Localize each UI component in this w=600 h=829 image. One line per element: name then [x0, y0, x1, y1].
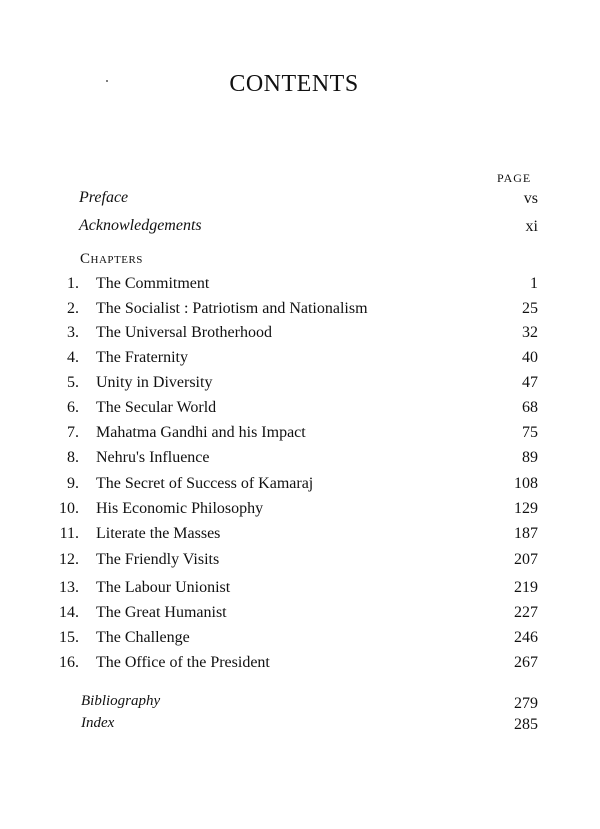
- chapter-page: 219: [514, 579, 538, 596]
- chapter-page: 246: [514, 629, 538, 646]
- chapter-title: Literate the Masses: [96, 525, 221, 542]
- chapter-page: 227: [514, 604, 538, 621]
- chapter-title: The Universal Brotherhood: [96, 324, 272, 341]
- chapter-page: 187: [514, 525, 538, 542]
- chapter-page: 40: [522, 349, 538, 366]
- chapter-number: 13.: [59, 579, 79, 596]
- chapter-number: 5.: [67, 374, 79, 391]
- chapter-row: [0, 498, 600, 520]
- chapter-row: [0, 602, 600, 624]
- chapter-title: The Socialist : Patriotism and Nationalism: [96, 300, 368, 317]
- chapter-title: Unity in Diversity: [96, 374, 213, 391]
- chapter-title: The Secret of Success of Kamaraj: [96, 475, 314, 492]
- chapter-number: 14.: [59, 604, 79, 621]
- chapter-title: The Labour Unionist: [96, 579, 231, 596]
- chapter-row: [0, 422, 600, 444]
- chapter-page: 89: [522, 449, 538, 466]
- chapter-number: 8.: [67, 449, 79, 466]
- chapter-page: 207: [514, 551, 538, 568]
- chapter-row: [0, 347, 600, 369]
- page-title: CONTENTS: [229, 71, 359, 97]
- chapter-number: 12.: [59, 551, 79, 568]
- chapter-number: 11.: [59, 525, 79, 542]
- chapter-page: 75: [522, 424, 538, 441]
- chapter-row: [0, 447, 600, 469]
- chapter-row: [0, 372, 600, 394]
- chapter-row: [0, 322, 600, 344]
- chapter-row: [0, 473, 600, 495]
- chapter-row: [0, 397, 600, 419]
- chapter-title: The Great Humanist: [96, 604, 227, 621]
- front-matter-preface-page: vs: [523, 190, 538, 207]
- chapter-page: 108: [514, 475, 538, 492]
- chapter-title: Nehru's Influence: [96, 449, 210, 466]
- chapter-number: 7.: [67, 424, 79, 441]
- chapter-number: 10.: [59, 500, 79, 517]
- chapter-page: 267: [514, 654, 538, 671]
- chapters-heading: Chapters: [80, 251, 143, 267]
- chapter-title: The Secular World: [96, 399, 217, 416]
- chapter-title: The Challenge: [96, 629, 190, 646]
- chapter-row: [0, 523, 600, 545]
- chapter-row: [0, 549, 600, 571]
- front-matter-preface-label: Preface: [79, 189, 129, 206]
- chapter-title: The Friendly Visits: [96, 551, 220, 568]
- chapter-number: 1.: [67, 275, 79, 292]
- chapter-page: 129: [514, 500, 538, 517]
- chapter-number: 15.: [59, 629, 79, 646]
- chapter-title: Mahatma Gandhi and his Impact: [96, 424, 306, 441]
- chapter-row: [0, 652, 600, 674]
- page-column-label: PAGE: [497, 171, 532, 185]
- chapter-row: [0, 627, 600, 649]
- chapter-number: 6.: [67, 399, 79, 416]
- chapter-page: 32: [522, 324, 538, 341]
- back-matter-index-label: Index: [81, 715, 115, 731]
- chapter-page: 47: [522, 374, 538, 391]
- back-matter-bibliography-page: 279: [514, 695, 538, 712]
- chapter-row: [0, 577, 600, 599]
- chapter-page: 25: [522, 300, 538, 317]
- chapter-page: 1: [530, 275, 538, 292]
- chapter-number: 16.: [59, 654, 79, 671]
- chapter-title: The Fraternity: [96, 349, 188, 366]
- chapter-number: 4.: [67, 349, 79, 366]
- front-matter-acknowledgements-page: xi: [525, 218, 538, 235]
- chapter-number: 2.: [67, 300, 79, 317]
- back-matter-index-page: 285: [514, 716, 538, 733]
- chapter-title: The Commitment: [96, 275, 210, 292]
- front-matter-acknowledgements-label: Acknowledgements: [79, 217, 202, 234]
- chapter-number: 9.: [67, 475, 79, 492]
- chapter-title: The Office of the President: [96, 654, 270, 671]
- chapter-title: His Economic Philosophy: [96, 500, 264, 517]
- chapter-row: [0, 298, 600, 320]
- back-matter-bibliography-label: Bibliography: [81, 693, 161, 709]
- chapter-row: [0, 273, 600, 295]
- chapter-page: 68: [522, 399, 538, 416]
- chapter-number: 3.: [67, 324, 79, 341]
